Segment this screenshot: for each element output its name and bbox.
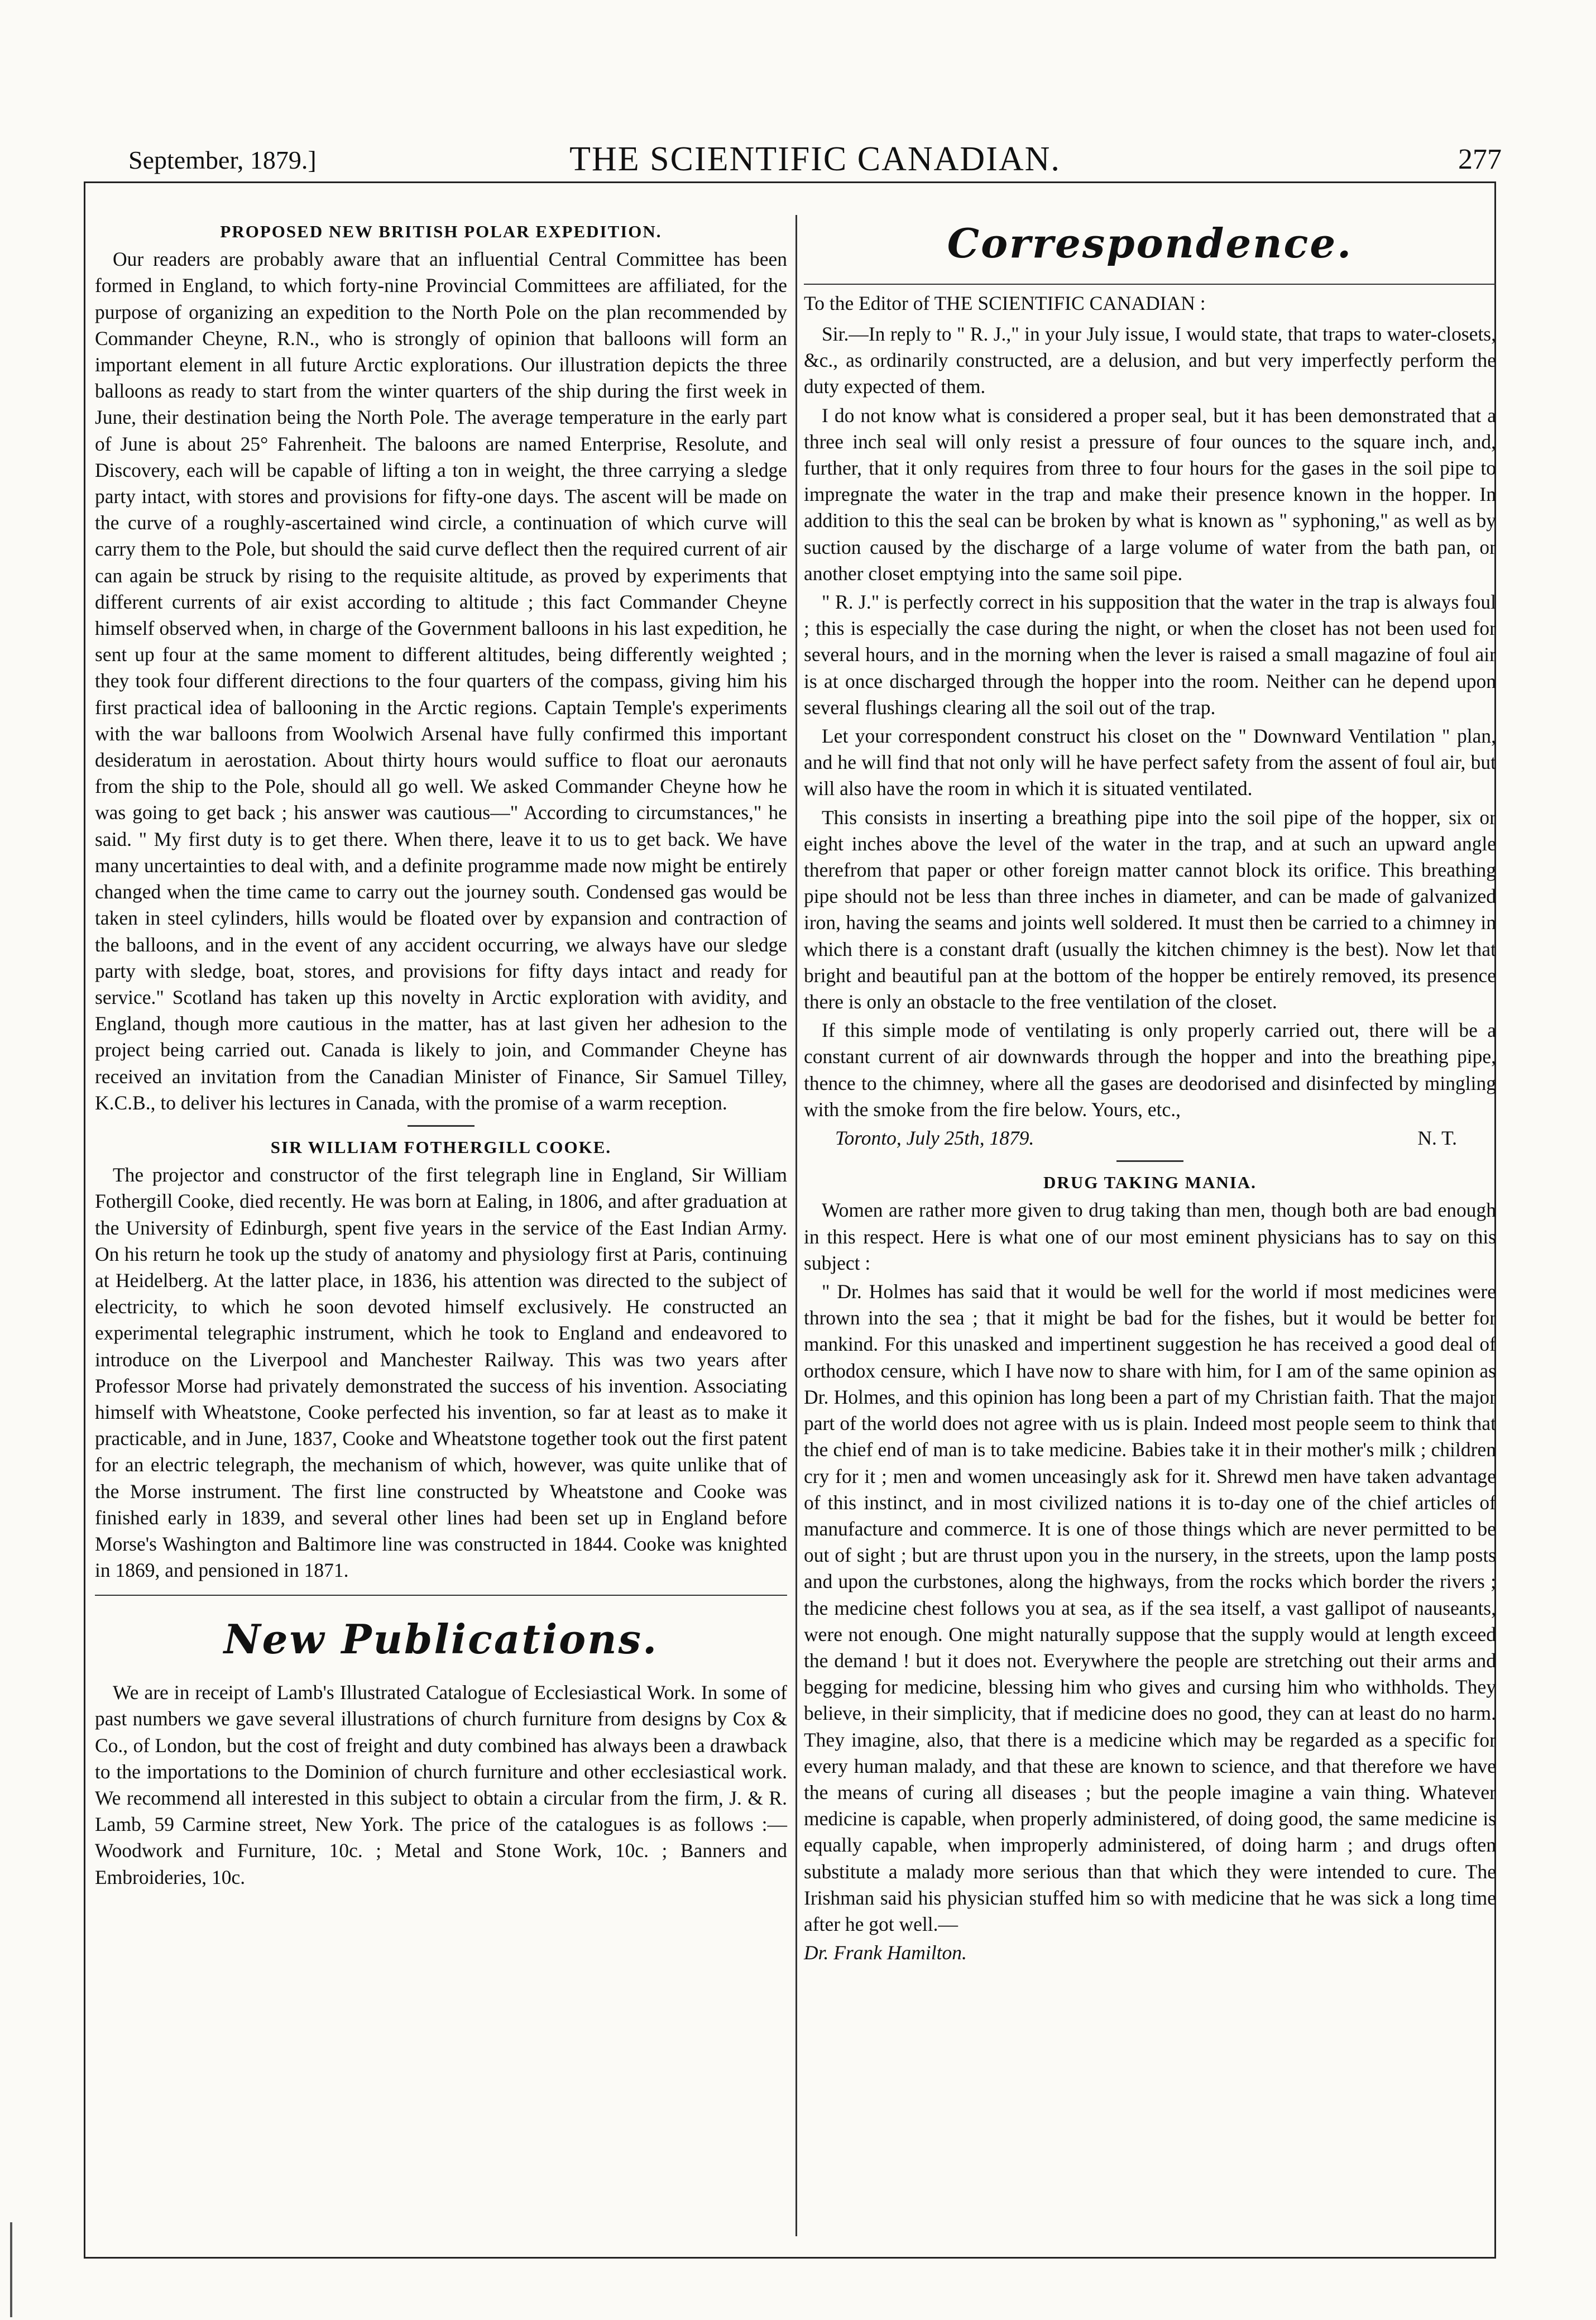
letter-place-date: Toronto, July 25th, 1879. — [835, 1127, 1034, 1150]
article-paragraph: Women are rather more given to drug taking than men, though both are bad enough in this respect. Here is what one of our most eminent physicians has to say on this subject : — [804, 1199, 1496, 1274]
section-divider — [408, 1125, 475, 1127]
section-new-publications — [95, 1613, 787, 1890]
article-paragraph: The projector and constructor of the first telegraph line in England, Sir William Fothergill Cooke, died recently. He was born at Ealing, in 1806, and after graduation at the University of Edinburgh, spent five years in the service of the East Indian Army. On his return he took up the study of anatomy and physiology first at Paris, continuing at Heidelberg. At the latter place, in 1836, his attention was directed to the subject of electricity, to which he soon devoted himself exclusively. He constructed an experimental telegraphic instrument, which he took to England and endeavored to introduce on the Liverpool and Manchester Railway. This was two years after Professor Morse had privately demonstrated the success of his invention. Associating himself with Wheatstone, Cooke perfected his invention, so far at least as to make it practicable, and in June, 1837, Cooke and Wheatstone together took out the first patent for an electric telegraph, the mechanism of which, however, was quite unlike that of the Morse instrument. The first line constructed by Wheatstone and Cooke was finished early in 1839, and several other lines had been set up in England before Morse's Washington and Baltimore line was constructed in 1844. Cooke was knighted in 1869, and pensioned in 1871. — [95, 1164, 787, 1582]
article-paragraph: " Dr. Holmes has said that it would be well for the world if most medicines were thrown into the sea ; that it might be bad for the fishes, but it would be better for mankind. For this unasked and impertinent suggestion he has received a good deal of orthodox censure, which I have now to share with him, for I am of the same opinion as Dr. Holmes, and this opinion has long been a part of my Christian faith. That the major part of the world does not agree with us is plain. Indeed most people seem to think that the chief end of man is to take medicine. Babies take it in their mother's milk ; children cry for it ; men and women unceasingly ask for it. Shrewd men have taken advantage of this instinct, and in most civilized nations it is to-day one of the chief articles of manufacture and commerce. It is one of those things which are never permitted to be out of sight ; but are thrust upon you in the nursery, in the streets, upon the lamp posts and upon the curbstones, along the highways, from the rocks which border the rivers ; the medicine chest follows you at sea, as if the sea itself, a vast gallipot of nauseants, were not enough. One might naturally suppose that the supply would at length exceed the demand ! but it does not. Everywhere the people are stretching out their arms and begging for medicine, blessing him who gives and cursing him who withholds. They believe, in their simplicity, that if medicine does no good, they can at least do no harm. They imagine, also, that there is a medicine which may be regarded as a specific for every human malady, and that these are known to science, and that therefore we have the means of curing all diseases ; but the people imagine a vain thing. Whatever medicine is capable, when properly administered, of doing good, the same medicine is equally capable, when improperly administered, of doing harm ; and drugs often substitute a malady more serious than that which they were intended to cure. The Irishman said his physician stuffed him so with medicine that he was sick a long time after he got well.— — [804, 1280, 1496, 1935]
article-polar-expedition — [95, 220, 787, 1116]
section-divider — [1116, 1160, 1183, 1162]
article-heading: DRUG TAKING MANIA. — [1043, 1173, 1257, 1193]
left-column — [95, 212, 787, 1893]
letter-addressee: To the Editor of THE SCIENTIFIC CANADIAN : — [804, 291, 1206, 314]
letter-signature: N. T. — [1417, 1127, 1457, 1150]
article-attribution: Dr. Frank Hamilton. — [804, 1941, 967, 1964]
section-heading: Correspondence. — [947, 219, 1353, 267]
article-drug-taking — [804, 1171, 1496, 1966]
right-column — [804, 212, 1496, 1968]
article-cooke — [95, 1136, 787, 1584]
letter-paragraph: This consists in inserting a breathing pipe into the soil pipe of the hopper, six or eight inches above the level of the water in the trap, and at such an upward angle therefrom that paper or other foreign matter cannot block its orifice. This breathing pipe should not be less than three inches in diameter, and can be made of galvanized iron, having the seams and joints well soldered. It must then be carried to a chimney in which there is a constant draft (usually the kitchen chimney is the best). Now let that bright and beautiful pan at the bottom of the hopper be entirely removed, its presence there is only an obstacle to the free ventilation of the closet. — [804, 806, 1496, 1013]
section-heading: New Publications. — [223, 1615, 659, 1663]
section-correspondence — [804, 217, 1496, 1151]
letter-paragraph: I do not know what is considered a proper seal, but it has been demonstrated that a three inch seal will only resist a pressure of four ounces to the square inch, and, further, that it only requires from three to four hours for the gases in the soil pipe to impregnate the water in the trap and make their presence known in the hopper. In addition to this the seal can be broken by what is known as " syphoning," as well as by suction caused by the discharge of a large volume of water from the bath pan, or another closet emptying into the same soil pipe. — [804, 404, 1496, 585]
letter-paragraph: " R. J." is perfectly correct in his supposition that the water in the trap is always foul ; this is especially the case during the night, or when the closet has not been used for several hours, and in the morning when the lever is raised a small magazine of foul air is at once discharged through the hopper into the room. Neither can he depend upon several flushings clearing all the soil out of the trap. — [804, 590, 1496, 719]
column-divider — [795, 215, 797, 2236]
letter-signoff — [804, 1125, 1496, 1151]
article-paragraph: We are in receipt of Lamb's Illustrated Catalogue of Ecclesiastical Work. In some of past numbers we gave several illustrations of church furniture from designs by Cox & Co., of London, but the cost of freight and duty combined has always been a drawback to the importations to the Dominion of church furniture and other ecclesiastical work. We recommend all interested in this subject to obtain a circular from the firm, J. & R. Lamb, 59 Carmine street, New York. The price of the catalogues is as follows :—Woodwork and Furniture, 10c. ; Metal and Stone Work, 10c. ; Banners and Embroideries, 10c. — [95, 1681, 787, 1888]
header-date: September, 1879.] — [128, 146, 317, 174]
article-heading: PROPOSED NEW BRITISH POLAR EXPEDITION. — [220, 222, 662, 241]
article-heading: SIR WILLIAM FOTHERGILL COOKE. — [270, 1137, 612, 1157]
header-title: THE SCIENTIFIC CANADIAN. — [569, 140, 1061, 178]
letter-paragraph: Let your correspondent construct his closet on the " Downward Ventilation " plan, and he will find that not only will he have perfect safety from the assent of foul air, but will also have the room in which it is situated ventilated. — [804, 725, 1496, 800]
section-rule — [95, 1595, 787, 1596]
header-page-number: 277 — [1458, 143, 1502, 175]
scan-edge-mark — [10, 2222, 12, 2317]
letter-paragraph: If this simple mode of ventilating is only properly carried out, there will be a constant current of air downwards through the hopper and into the breathing pipe, thence to the chimney, where all the gases are deodorised and disinfected by mingling with the smoke from the fire below. Yours, etc., — [804, 1019, 1496, 1121]
section-rule — [804, 284, 1496, 285]
letter-paragraph: Sir.—In reply to " R. J.," in your July issue, I would state, that traps to water-closets, &c., as ordinarily constructed, are a delusion, and but very imperfectly perform the duty expected of them. — [804, 322, 1496, 398]
article-paragraph: Our readers are probably aware that an influential Central Committee has been formed in England, to which forty-nine Provincial Committees are affiliated, for the purpose of organizing an expedition to the North Pole on the plan recommended by Commander Cheyne, R.N., who is strongly of opinion that balloons will form an important element in all future Arctic explorations. Our illustration depicts the three balloons as ready to start from the winter quarters of the ship during the first week in June, their destination being the North Pole. The average temperature in the early part of June is about 25° Fahrenheit. The baloons are named Enterprise, Resolute, and Discovery, each will be capable of lifting a ton in weight, the three carrying a sledge party intact, with stores and provisions for fifty-one days. The ascent will be made on the curve of a roughly-ascertained wind circle, a continuation of which curve will carry them to the Pole, but should the said curve deflect then the required current of air can again be struck by rising to the requisite altitude, as proved by experiments that different currents of air exist according to altitude ; this fact Commander Cheyne himself observed when, in charge of the Government balloons in his last expedition, he sent up four at the same moment to different altitudes, being differently weighted ; they took four different directions to the four quarters of the compass, giving him his first practical idea of ballooning in the Arctic regions. Captain Temple's experiments with the war balloons from Woolwich Arsenal have fully confirmed this important desideratum in aerostation. About thirty hours would suffice to float our aeronauts from the ship to the Pole, should all go well. We asked Commander Cheyne how he was going to get back ; his answer was cautious—" According to circumstances," he said. " My first duty is to get there. When there, leave it to us to get back. We have many uncertainties to deal with, and a definite programme made now might be entirely changed when the time came to carry out the journey south. Condensed gas would be taken in steel cylinders, hills would be floated over by expansion and contraction of the balloons, and in the event of any accident occurring, we always have our sledge party with sledge, boat, stores, and provisions for fifty days intact and ready for service." Scotland has taken up this novelty in Arctic exploration with avidity, and England, though more cautious in the matter, has at last given her adhesion to the project being carried out. Canada is likely to join, and Commander Cheyne has received an invitation from the Canadian Minister of Finance, Sir Samuel Tilley, K.C.B., to deliver his lectures in Canada, with the promise of a warm reception. — [95, 248, 787, 1114]
